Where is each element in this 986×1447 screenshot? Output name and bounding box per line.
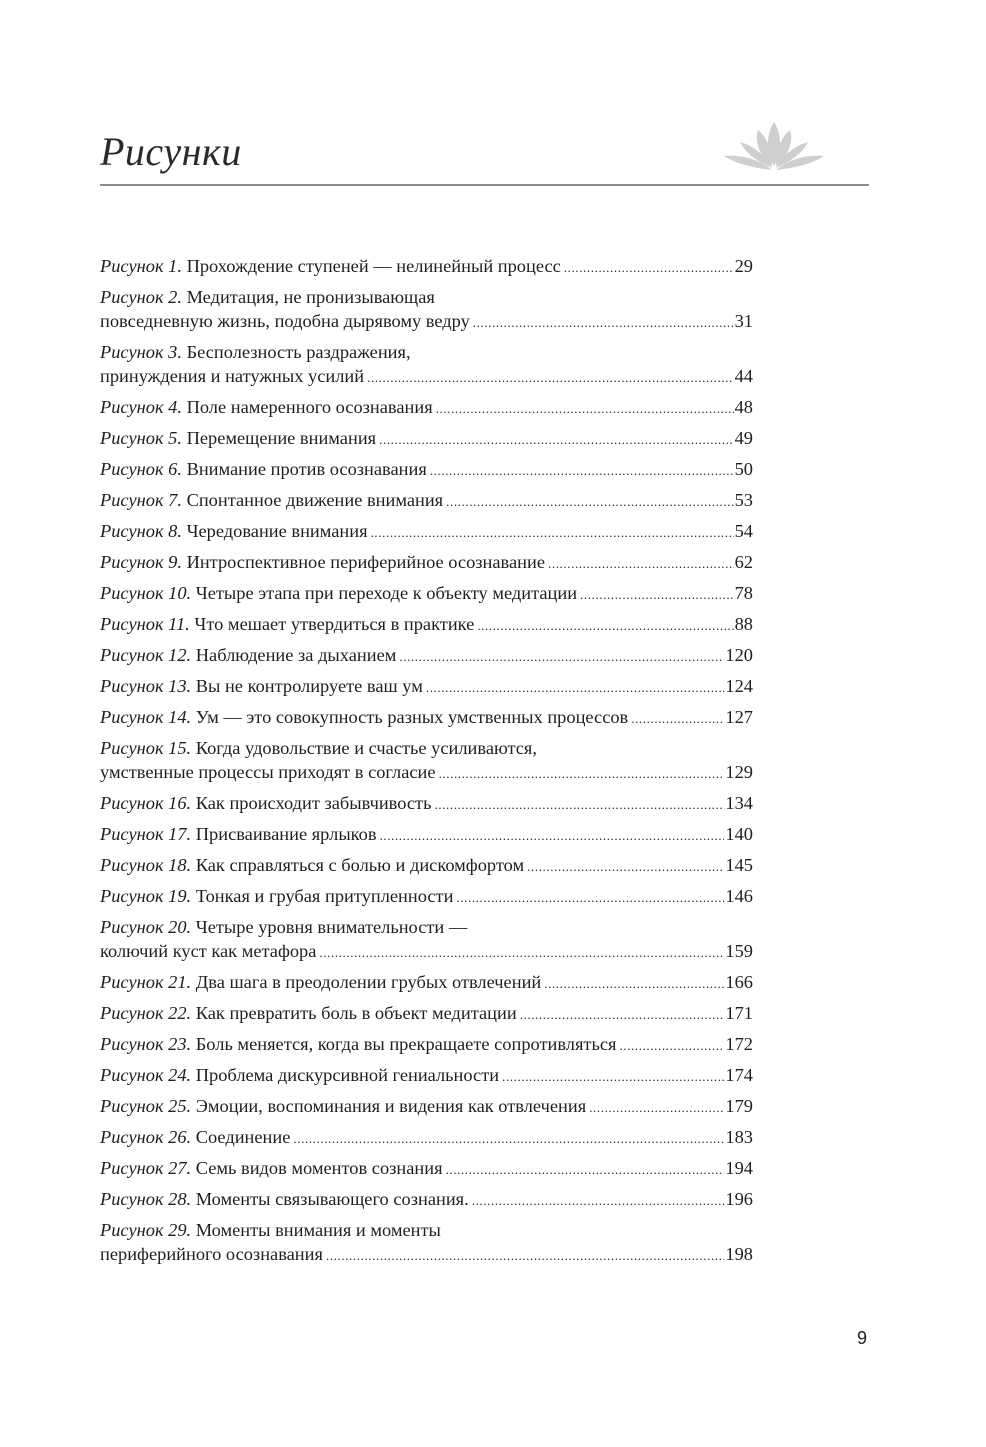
figure-label: Рисунок 23. [100,1034,192,1054]
toc-line [100,309,753,340]
figure-page-number: 174 [725,1065,753,1085]
figure-page-number: 166 [725,972,753,992]
figure-title: Внимание против осознавания [186,459,427,479]
toc-entry [100,853,753,884]
figure-label: Рисунок 4. [100,397,182,417]
figure-label: Рисунок 25. [100,1096,192,1116]
figure-title: Присваивание ярлыков [195,824,377,844]
figure-title: Моменты внимания и моменты [195,1220,441,1240]
dot-leader [426,676,725,700]
dot-leader [293,1127,724,1151]
figure-label: Рисунок 12. [100,645,192,665]
toc-entry [100,1218,753,1273]
toc-entry [100,550,753,581]
toc-line [100,1156,753,1187]
toc-line [100,1001,753,1032]
toc-entry [100,581,753,612]
page-title: Рисунки [100,129,242,174]
figure-page-number: 62 [734,552,753,572]
figure-title: Семь видов моментов сознания [195,1158,443,1178]
dot-leader [456,886,724,910]
figure-label: Рисунок 28. [100,1189,192,1209]
dot-leader [399,645,724,669]
figure-label: Рисунок 2. [100,287,182,307]
dot-leader [434,793,724,817]
figure-page-number: 171 [725,1003,753,1023]
toc-line [100,791,753,822]
toc-line [100,254,753,285]
figure-title: Моменты связывающего сознания. [195,1189,469,1209]
figure-page-number: 146 [725,886,753,906]
dot-leader [367,366,733,390]
toc-entry [100,791,753,822]
toc-line [100,426,753,457]
figure-title: Тонкая и грубая притупленности [195,886,454,906]
figure-page-number: 44 [734,366,753,386]
figure-label: Рисунок 29. [100,1220,192,1240]
dot-leader [527,855,724,879]
toc-entry [100,1156,753,1187]
figure-title: периферийного осознавания [100,1244,323,1264]
dot-leader [446,490,733,514]
figure-label: Рисунок 6. [100,459,182,479]
dot-leader [564,256,734,280]
figure-label: Рисунок 9. [100,552,182,572]
figure-title: Проблема дискурсивной гениальности [195,1065,500,1085]
figure-label: Рисунок 11. [100,614,190,634]
figure-title: принуждения и натужных усилий [100,366,365,386]
figure-title: повседневную жизнь, подобна дырявому ведру [100,311,470,331]
toc-line [100,550,753,581]
toc-entry [100,1125,753,1156]
toc-entry [100,254,753,285]
figure-label: Рисунок 21. [100,972,192,992]
toc-line [100,674,753,705]
toc-entry [100,285,753,340]
figure-page-number: 140 [725,824,753,844]
toc-entry [100,519,753,550]
figure-title: Чередование внимания [186,521,368,541]
toc-entry [100,340,753,395]
toc-entry [100,1094,753,1125]
figure-title: Интроспективное периферийное осознавание [186,552,545,572]
toc-line [100,822,753,853]
toc-entry [100,612,753,643]
figure-label: Рисунок 3. [100,342,182,362]
toc-entry [100,705,753,736]
page-number: 9 [857,1328,868,1348]
dot-leader [430,459,734,483]
figure-label: Рисунок 27. [100,1158,192,1178]
figure-title: Когда удовольствие и счастье усиливаются, [195,738,537,758]
figure-page-number: 49 [734,428,753,448]
figure-label: Рисунок 7. [100,490,182,510]
figure-label: Рисунок 15. [100,738,192,758]
figure-page-number: 159 [725,941,753,961]
figure-title: Бесполезность раздражения, [186,342,411,362]
figure-page-number: 31 [734,311,753,331]
figure-title: Два шага в преодолении грубых отвлечений [195,972,542,992]
toc-line [100,1187,753,1218]
figure-label: Рисунок 14. [100,707,192,727]
figure-label: Рисунок 20. [100,917,192,937]
figure-label: Рисунок 19. [100,886,192,906]
figure-page-number: 48 [734,397,753,417]
figure-title: Как справляться с болью и дискомфортом [195,855,525,875]
toc-line [100,581,753,612]
figure-title: колючий куст как метафора [100,941,317,961]
dot-leader [319,941,724,965]
toc-entry [100,674,753,705]
toc-line [100,915,753,939]
figure-page-number: 196 [725,1189,753,1209]
toc-entry [100,1001,753,1032]
figure-page-number: 183 [725,1127,753,1147]
dot-leader [439,762,725,786]
dot-leader [631,707,724,731]
figure-page-number: 172 [725,1034,753,1054]
figure-title: Перемещение внимания [186,428,377,448]
toc-entry [100,1032,753,1063]
figure-title: Эмоции, воспоминания и видения как отвлечения [195,1096,587,1116]
dot-leader [544,972,724,996]
toc-entry [100,884,753,915]
toc-line [100,364,753,395]
figure-label: Рисунок 18. [100,855,192,875]
toc-entry [100,643,753,674]
dot-leader [446,1158,725,1182]
figure-page-number: 129 [725,762,753,782]
dot-leader [380,824,725,848]
figure-title: Боль меняется, когда вы прекращаете сопротивляться [195,1034,617,1054]
toc-entry [100,822,753,853]
dot-leader [502,1065,724,1089]
figure-title: Спонтанное движение внимания [186,490,444,510]
toc-line [100,1032,753,1063]
figure-page-number: 145 [725,855,753,875]
figure-title: Как происходит забывчивость [195,793,432,813]
figure-page-number: 53 [734,490,753,510]
toc-line [100,643,753,674]
page-header [100,118,870,188]
toc-line [100,340,753,364]
figure-page-number: 78 [734,583,753,603]
figure-label: Рисунок 5. [100,428,182,448]
figure-page-number: 194 [725,1158,753,1178]
toc-entry [100,395,753,426]
figure-title: Поле намеренного осознавания [186,397,433,417]
figure-title: Вы не контролируете ваш ум [195,676,423,696]
figure-title: умственные процессы приходят в согласие [100,762,436,782]
figure-title: Что мешает утвердиться в практике [194,614,475,634]
figure-title: Медитация, не пронизывающая [186,287,435,307]
toc-line [100,1125,753,1156]
toc-entry [100,736,753,791]
dot-leader [472,1189,725,1213]
figure-list [100,254,753,1273]
dot-leader [436,397,734,421]
dot-leader [371,521,734,545]
toc-line [100,488,753,519]
lotus-icon [722,118,826,174]
figure-title: Прохождение ступеней — нелинейный процесс [186,256,561,276]
toc-line [100,853,753,884]
figure-title: Как превратить боль в объект медитации [195,1003,517,1023]
toc-line [100,457,753,488]
figure-title: Наблюдение за дыханием [195,645,397,665]
figure-label: Рисунок 8. [100,521,182,541]
dot-leader [520,1003,725,1027]
toc-line [100,519,753,550]
toc-line [100,1218,753,1242]
dot-leader [473,311,734,335]
figure-title: Четыре этапа при переходе к объекту медитации [195,583,578,603]
dot-leader [477,614,733,638]
dot-leader [379,428,733,452]
figure-title: Соединение [195,1127,291,1147]
toc-entry [100,488,753,519]
figure-title: Четыре уровня внимательности — [195,917,468,937]
figure-label: Рисунок 26. [100,1127,192,1147]
toc-line [100,939,753,970]
toc-line [100,884,753,915]
toc-entry [100,1063,753,1094]
figure-page-number: 134 [725,793,753,813]
toc-line [100,1094,753,1125]
figure-page-number: 127 [725,707,753,727]
toc-entry [100,970,753,1001]
figure-page-number: 50 [734,459,753,479]
header-rule [100,184,869,186]
figure-label: Рисунок 24. [100,1065,192,1085]
figure-page-number: 179 [725,1096,753,1116]
toc-line [100,612,753,643]
figure-label: Рисунок 22. [100,1003,192,1023]
figure-page-number: 120 [725,645,753,665]
dot-leader [326,1244,724,1268]
toc-line [100,760,753,791]
toc-entry [100,915,753,970]
figure-label: Рисунок 10. [100,583,192,603]
figure-label: Рисунок 17. [100,824,192,844]
figure-page-number: 88 [734,614,753,634]
toc-line [100,970,753,1001]
toc-line [100,1242,753,1273]
figure-label: Рисунок 13. [100,676,192,696]
figure-page-number: 54 [734,521,753,541]
figure-label: Рисунок 1. [100,256,182,276]
figure-title: Ум — это совокупность разных умственных процессов [195,707,629,727]
figure-label: Рисунок 16. [100,793,192,813]
toc-line [100,1063,753,1094]
dot-leader [580,583,734,607]
toc-line [100,705,753,736]
toc-line [100,285,753,309]
figure-page-number: 124 [725,676,753,696]
figure-page-number: 198 [725,1244,753,1264]
toc-line [100,736,753,760]
toc-entry [100,426,753,457]
figure-page-number: 29 [734,256,753,276]
toc-entry [100,457,753,488]
dot-leader [589,1096,724,1120]
toc-entry [100,1187,753,1218]
toc-line [100,395,753,426]
dot-leader [619,1034,724,1058]
dot-leader [548,552,734,576]
